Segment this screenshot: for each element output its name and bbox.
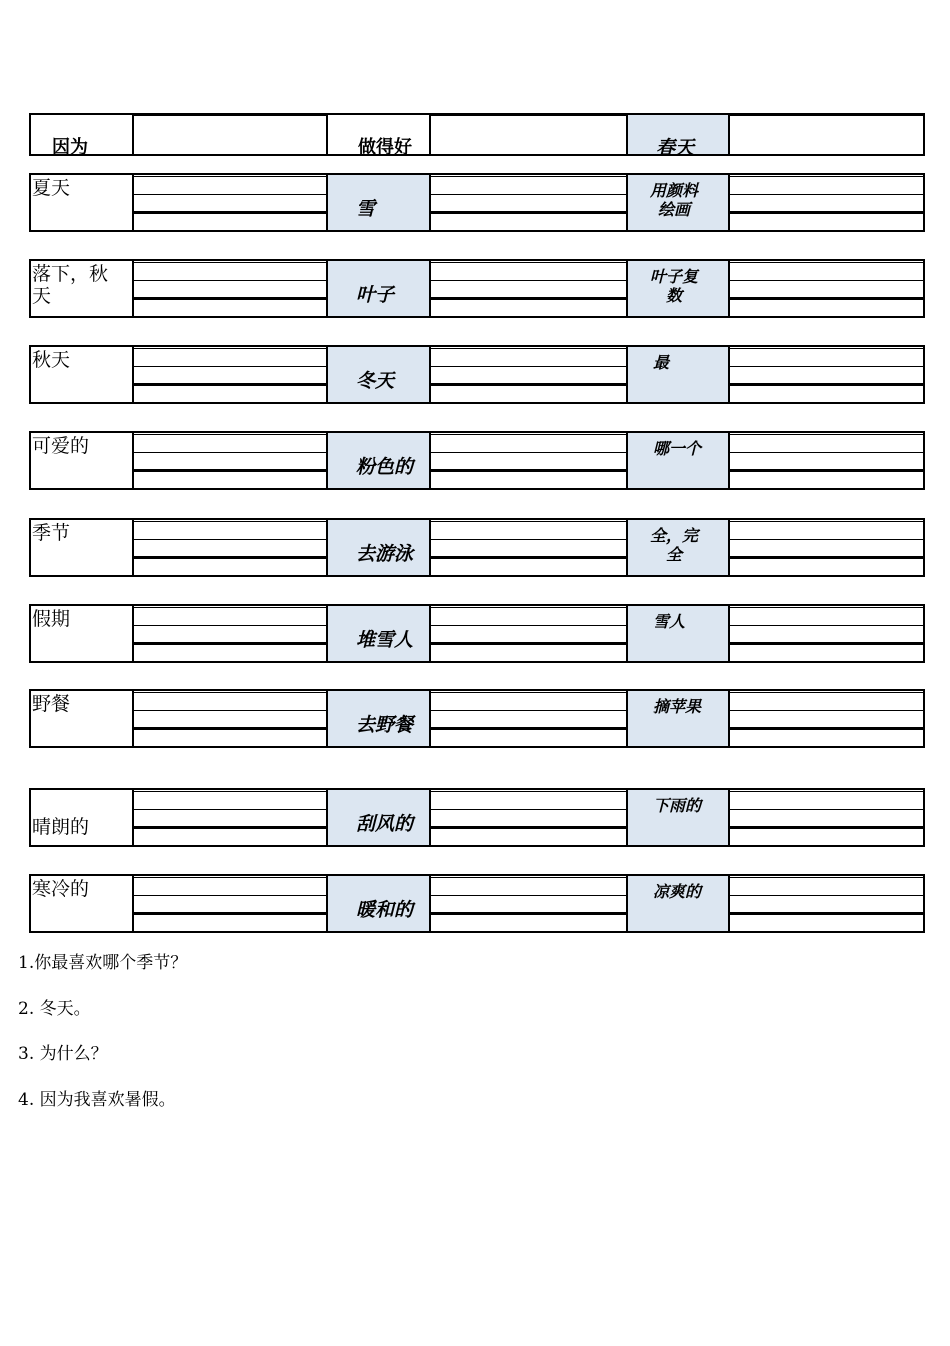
writing-line [431, 912, 626, 915]
writing-lines[interactable] [730, 347, 923, 402]
right-word: 摘苹果 [653, 697, 702, 716]
writing-line [431, 366, 626, 367]
header-row [29, 113, 925, 159]
writing-line [134, 877, 326, 878]
left-word-cell [31, 790, 134, 845]
middle-word-cell [328, 433, 431, 488]
writing-lines[interactable] [730, 606, 923, 661]
header-word-1: 因为 [52, 137, 88, 158]
left-word-cell [31, 347, 134, 402]
writing-lines[interactable] [730, 520, 923, 575]
vocab-row [29, 173, 925, 232]
writing-line [431, 607, 626, 608]
writing-line [730, 539, 923, 540]
writing-line [431, 727, 626, 730]
left-word-cell [31, 261, 134, 316]
writing-line [134, 539, 326, 540]
writing-line [134, 383, 326, 386]
writing-line [134, 434, 326, 435]
right-word: 凉爽的 [653, 882, 702, 901]
writing-line [431, 194, 626, 195]
writing-line [134, 607, 326, 608]
middle-word: 粉色的 [356, 456, 414, 478]
right-word-cell [628, 433, 730, 488]
writing-lines[interactable] [431, 691, 628, 746]
middle-word-cell [328, 175, 431, 230]
writing-lines[interactable] [134, 175, 328, 230]
writing-line [431, 434, 626, 435]
writing-line [431, 348, 626, 349]
writing-line [431, 791, 626, 792]
writing-line [431, 176, 626, 177]
right-word: 最 [653, 353, 670, 372]
writing-box[interactable] [431, 115, 628, 154]
writing-line [730, 280, 923, 281]
right-word: 用颜料 绘画 [650, 181, 699, 219]
writing-line [730, 452, 923, 453]
writing-line [134, 895, 326, 896]
writing-lines[interactable] [134, 876, 328, 931]
writing-lines[interactable] [730, 175, 923, 230]
writing-lines[interactable] [730, 876, 923, 931]
writing-line [134, 912, 326, 915]
writing-line [730, 434, 923, 435]
right-word: 雪人 [653, 612, 686, 631]
writing-line [431, 521, 626, 522]
right-word-cell [628, 261, 730, 316]
writing-line [730, 211, 923, 214]
right-word-cell [628, 876, 730, 931]
left-word: 晴朗的 [32, 816, 90, 838]
writing-lines[interactable] [730, 261, 923, 316]
writing-lines[interactable] [431, 606, 628, 661]
writing-line [134, 809, 326, 810]
writing-lines[interactable] [730, 691, 923, 746]
header-cell-2 [328, 115, 431, 158]
left-word-cell [31, 691, 134, 746]
right-word-cell [628, 347, 730, 402]
writing-lines[interactable] [431, 261, 628, 316]
writing-line [431, 642, 626, 645]
writing-box[interactable] [730, 115, 923, 154]
writing-line [431, 895, 626, 896]
writing-line [431, 280, 626, 281]
writing-line [431, 692, 626, 693]
header-word-3: 春天 [656, 137, 695, 159]
writing-line [431, 383, 626, 386]
qa-line: 3. 为什么？ [18, 1044, 108, 1064]
writing-line [730, 710, 923, 711]
right-word-cell [628, 691, 730, 746]
writing-line [431, 469, 626, 472]
writing-line [431, 556, 626, 559]
writing-lines[interactable] [431, 520, 628, 575]
writing-lines[interactable] [134, 790, 328, 845]
middle-word: 冬天 [356, 370, 395, 392]
vocab-row [29, 788, 925, 847]
writing-line [431, 452, 626, 453]
left-word: 可爱的 [32, 435, 90, 457]
middle-word: 去野餐 [356, 714, 414, 736]
writing-lines[interactable] [134, 691, 328, 746]
writing-line [730, 826, 923, 829]
writing-line [134, 211, 326, 214]
writing-line [730, 912, 923, 915]
middle-word-cell [328, 606, 431, 661]
right-word: 全，完 全 [650, 526, 699, 564]
writing-line [730, 877, 923, 878]
writing-lines[interactable] [134, 520, 328, 575]
writing-box[interactable] [134, 115, 328, 154]
writing-line [431, 826, 626, 829]
right-word: 哪一个 [653, 439, 702, 458]
left-word: 落下，秋 天 [32, 263, 109, 307]
writing-line [134, 642, 326, 645]
writing-line [134, 791, 326, 792]
middle-word: 雪 [356, 198, 376, 220]
writing-line [134, 727, 326, 730]
left-word-cell [31, 876, 134, 931]
writing-line [431, 297, 626, 300]
writing-line [431, 877, 626, 878]
middle-word-cell [328, 520, 431, 575]
left-word: 秋天 [32, 349, 71, 371]
writing-line [730, 521, 923, 522]
left-word: 寒冷的 [32, 878, 90, 900]
middle-word-cell [328, 691, 431, 746]
writing-lines[interactable] [431, 175, 628, 230]
vocab-row [29, 689, 925, 748]
left-word-cell [31, 175, 134, 230]
writing-line [134, 625, 326, 626]
vocab-row [29, 259, 925, 318]
writing-line [730, 194, 923, 195]
writing-line [134, 469, 326, 472]
writing-line [134, 692, 326, 693]
qa-line: 4. 因为我喜欢暑假。 [18, 1090, 176, 1110]
left-word-cell [31, 606, 134, 661]
writing-lines[interactable] [431, 433, 628, 488]
writing-line [431, 211, 626, 214]
writing-line [730, 383, 923, 386]
writing-line [134, 176, 326, 177]
left-word: 夏天 [32, 177, 71, 199]
writing-line [730, 176, 923, 177]
right-word: 下雨的 [653, 796, 702, 815]
writing-line [431, 539, 626, 540]
left-word-cell [31, 433, 134, 488]
left-word: 假期 [32, 608, 71, 630]
header-cell-3 [628, 115, 730, 159]
writing-line [134, 262, 326, 263]
right-word-cell [628, 520, 730, 575]
writing-line [134, 366, 326, 367]
middle-word: 暖和的 [356, 899, 414, 921]
writing-line [730, 642, 923, 645]
writing-line [730, 727, 923, 730]
writing-line [134, 280, 326, 281]
writing-lines[interactable] [431, 876, 628, 931]
writing-line [730, 366, 923, 367]
middle-word-cell [328, 790, 431, 845]
left-word: 野餐 [32, 693, 71, 715]
writing-line [730, 809, 923, 810]
writing-line [134, 297, 326, 300]
right-word-cell [628, 790, 730, 845]
writing-lines[interactable] [730, 433, 923, 488]
writing-line [730, 791, 923, 792]
middle-word-cell [328, 347, 431, 402]
writing-line [730, 895, 923, 896]
writing-line [431, 809, 626, 810]
writing-line [431, 710, 626, 711]
vocab-row [29, 431, 925, 490]
vocab-row [29, 604, 925, 663]
middle-word-cell [328, 876, 431, 931]
right-word-cell [628, 606, 730, 661]
middle-word: 堆雪人 [356, 629, 414, 651]
qa-line: 2. 冬天。 [18, 999, 91, 1019]
writing-line [134, 556, 326, 559]
writing-lines[interactable] [730, 790, 923, 845]
writing-line [730, 607, 923, 608]
middle-word: 叶子 [356, 284, 395, 306]
vocab-row [29, 345, 925, 404]
vocab-row [29, 518, 925, 577]
writing-line [431, 625, 626, 626]
writing-line [730, 692, 923, 693]
writing-line [134, 710, 326, 711]
writing-line [134, 521, 326, 522]
writing-line [134, 452, 326, 453]
writing-line [730, 625, 923, 626]
middle-word-cell [328, 261, 431, 316]
qa-line: 1.你最喜欢哪个季节？ [18, 953, 188, 973]
right-word-cell [628, 175, 730, 230]
writing-line [134, 348, 326, 349]
middle-word: 刮风的 [356, 813, 414, 835]
writing-lines[interactable] [134, 606, 328, 661]
writing-line [730, 469, 923, 472]
writing-lines[interactable] [431, 347, 628, 402]
right-word: 叶子复 数 [650, 267, 699, 305]
writing-lines[interactable] [134, 261, 328, 316]
writing-line [431, 262, 626, 263]
writing-line [730, 262, 923, 263]
writing-line [730, 556, 923, 559]
writing-line [730, 297, 923, 300]
writing-lines[interactable] [134, 433, 328, 488]
left-word-cell [31, 520, 134, 575]
vocab-row [29, 874, 925, 933]
left-word: 季节 [32, 522, 71, 544]
header-cell-1 [31, 115, 134, 158]
writing-line [134, 826, 326, 829]
header-word-2: 做得好 [358, 137, 412, 158]
writing-line [134, 194, 326, 195]
writing-lines[interactable] [134, 347, 328, 402]
writing-line [730, 348, 923, 349]
writing-lines[interactable] [431, 790, 628, 845]
middle-word: 去游泳 [356, 543, 414, 565]
